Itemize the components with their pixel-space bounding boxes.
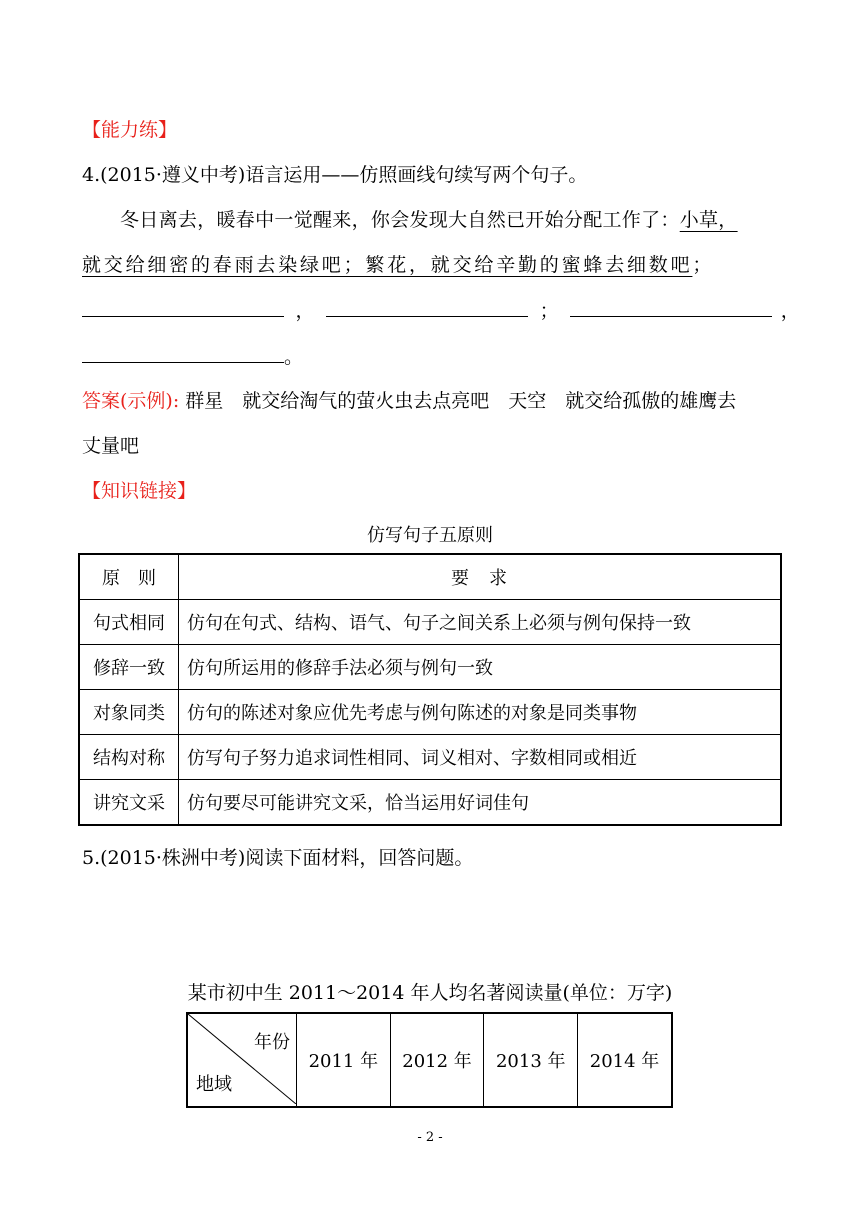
blank-separator-2: ；	[539, 300, 559, 322]
header-requirement: 要 求	[179, 554, 782, 600]
answer-blank-2[interactable]	[326, 298, 528, 317]
table-row	[79, 645, 781, 690]
principle-cell: 对象同类	[79, 690, 179, 735]
requirement-cell: 仿句要尽可能讲究文采，恰当运用好词佳句	[179, 780, 782, 826]
answer-blank-4[interactable]	[82, 344, 284, 363]
year-cell-2012: 2012 年	[390, 1013, 484, 1107]
year-cell-2011: 2011 年	[297, 1013, 391, 1107]
table-row	[79, 735, 781, 780]
answer-blank-1[interactable]	[82, 298, 284, 317]
section-title-knowledge: 【知识链接】	[82, 480, 197, 502]
blank-separator-3: ，	[780, 300, 800, 322]
passage-line-2-end: ；	[692, 254, 715, 276]
rules-table	[78, 553, 782, 826]
principle-cell: 讲究文采	[79, 780, 179, 826]
passage-line-2	[82, 250, 714, 277]
passage-line-1	[120, 205, 738, 232]
table-row	[79, 690, 781, 735]
principle-cell: 修辞一致	[79, 645, 179, 690]
question-4-stem: 4.(2015·遵义中考)语言运用——仿照画线句续写两个句子。	[82, 164, 588, 186]
section-title-ability: 【能力练】	[82, 119, 178, 141]
passage-line-1-plain: 冬日离去，暖春中一觉醒来，你会发现大自然已开始分配工作了：	[120, 209, 680, 231]
rules-table-caption: 仿写句子五原则	[367, 525, 493, 546]
requirement-cell: 仿写句子努力追求词性相同、词义相对、字数相同或相近	[179, 735, 782, 780]
reading-table	[186, 1012, 673, 1108]
reading-table-caption: 某市初中生 2011～2014 年人均名著阅读量(单位：万字)	[187, 982, 673, 1004]
principle-cell: 结构对称	[79, 735, 179, 780]
blank-separator-1: ，	[295, 300, 315, 322]
reading-header-row	[187, 1013, 672, 1107]
passage-line-1-underlined: 小草，	[679, 209, 738, 231]
requirement-cell: 仿句在句式、结构、语气、句子之间关系上必须与例句保持一致	[179, 600, 782, 645]
table-header-row	[79, 554, 781, 600]
principle-cell: 句式相同	[79, 600, 179, 645]
answer-line-2: 丈量吧	[82, 435, 140, 457]
answer-text-1: 群星 就交给淘气的萤火虫去点亮吧 天空 就交给孤傲的雄鹰去	[179, 390, 737, 412]
answer-blanks-row	[82, 296, 802, 323]
corner-region-label: 地域	[196, 1074, 232, 1095]
answer-blanks-row-2	[82, 342, 303, 369]
year-cell-2014: 2014 年	[578, 1013, 672, 1107]
question-5-stem: 5.(2015·株洲中考)阅读下面材料，回答问题。	[82, 847, 474, 869]
requirement-cell: 仿句的陈述对象应优先考虑与例句陈述的对象是同类事物	[179, 690, 782, 735]
blank-end: 。	[284, 346, 304, 368]
answer-label: 答案(示例):	[82, 390, 180, 412]
corner-cell	[187, 1013, 297, 1107]
answer-blank-3[interactable]	[570, 298, 772, 317]
requirement-cell: 仿句所运用的修辞手法必须与例句一致	[179, 645, 782, 690]
table-row	[79, 600, 781, 645]
corner-year-label: 年份	[254, 1032, 290, 1053]
year-cell-2013: 2013 年	[484, 1013, 578, 1107]
answer-line-1	[82, 386, 736, 413]
header-principle: 原 则	[79, 554, 179, 600]
page-number: - 2 -	[417, 1130, 443, 1145]
table-row	[79, 780, 781, 826]
passage-line-2-underlined: 就交给细密的春雨去染绿吧；繁花，就交给辛勤的蜜蜂去细数吧	[82, 254, 693, 276]
